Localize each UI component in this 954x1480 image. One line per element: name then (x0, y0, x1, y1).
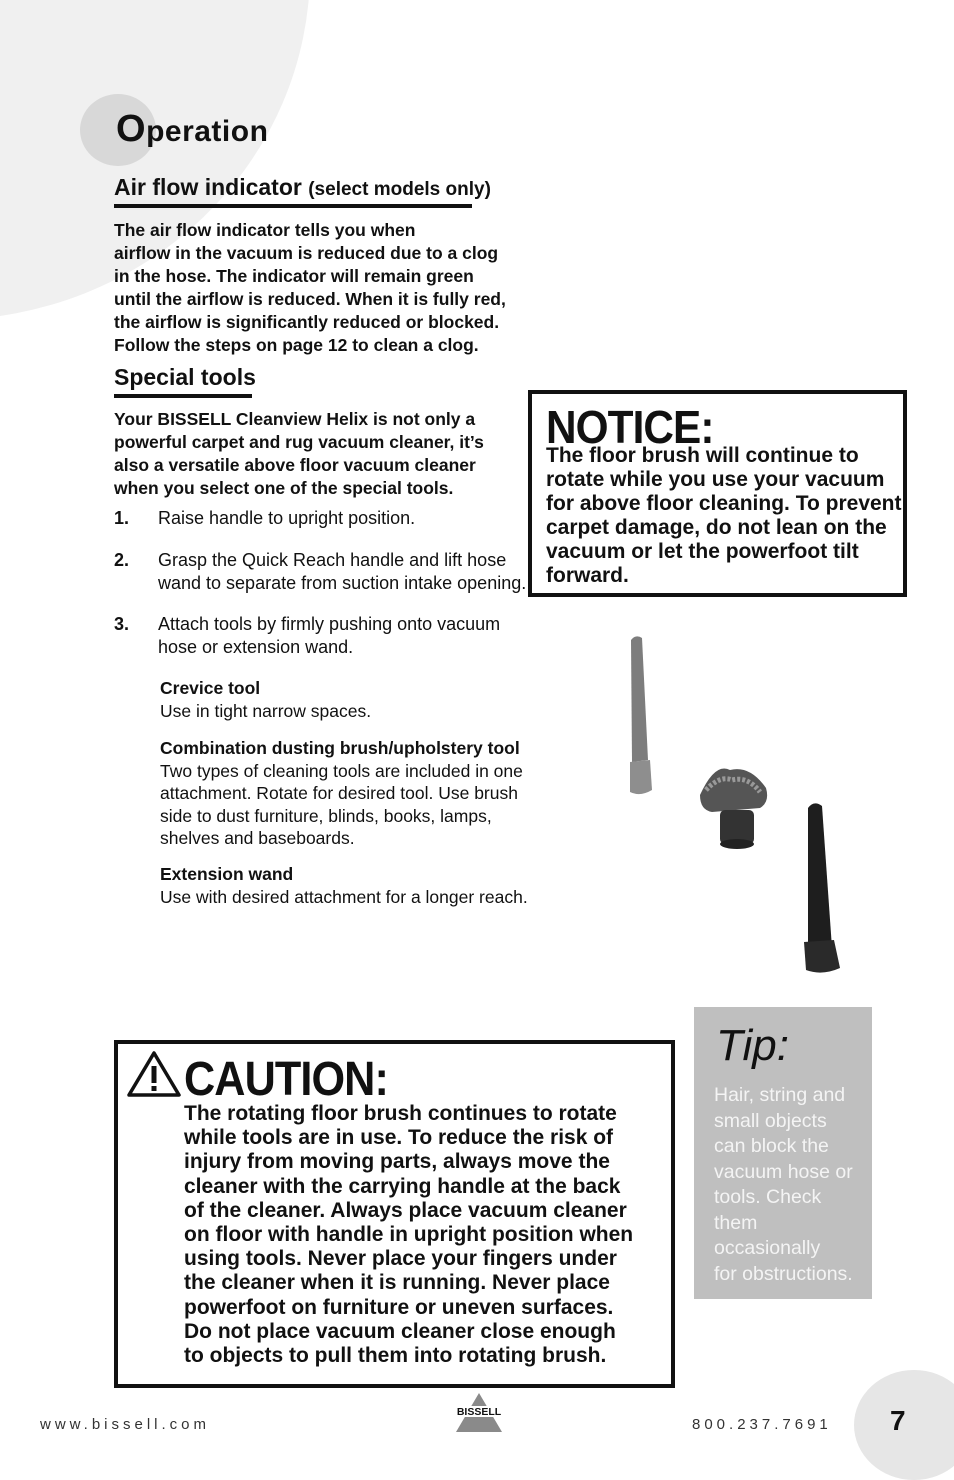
tool-crevice: Crevice tool Use in tight narrow spaces. (160, 678, 372, 721)
airflow-paragraph: The air flow indicator tells you when airflow in the vacuum is reduced due to a clog in the hose. The indicator will remain green until the airflow is reduced. When it is fully red, the airflow is significantly reduced or blocked. Follow the steps on page 12 to clean a clog. (114, 220, 506, 355)
bissell-logo (450, 1392, 508, 1434)
tip-box (694, 1007, 872, 1299)
footer-phone: 800.237.7691 (692, 1416, 832, 1433)
tip-title: Tip: (716, 1021, 789, 1070)
footer-url: www.bissell.com (40, 1416, 211, 1433)
combination-brush-image (700, 768, 767, 849)
warning-icon (126, 1050, 182, 1098)
caution-title: CAUTION: (184, 1053, 388, 1106)
notice-title: NOTICE: (546, 401, 714, 453)
caution-box (114, 1040, 675, 1388)
page-number: 7 (890, 1405, 906, 1436)
tools-illustration (620, 630, 860, 980)
airflow-heading: Air flow indicator (select models only) (114, 174, 472, 208)
crevice-tool-image (630, 636, 652, 794)
notice-text: The floor brush will continue to rotate while you use your vacuum for above floor cleaning. To prevent carpet damage, do not lean on the vacuum or let the powerfoot tilt forward. (546, 444, 902, 587)
notice-box (528, 390, 907, 597)
tool-combination-brush: Combination dusting brush/upholstery tool Two types of cleaning tools are included in one attachment. Rotate for desired tool. Use brush side to dust furniture, blinds, books, lamps, shelves and baseboards. (160, 738, 523, 848)
caution-text: The rotating floor brush continues to rotate while tools are in use. To reduce the risk of injury from moving parts, always move the cleaner with the carrying handle at the back of the cleaner. Always place vacuum cleaner on floor with handle in upright position when using tools. Never place your fingers under the cleaner when it is running. Never place powerfoot on furniture or uneven surfaces. Do not place vacuum cleaner close enough to objects to pull them into rotating brush. (184, 1102, 634, 1368)
special-tools-paragraph: Your BISSELL Cleanview Helix is not only a powerful carpet and rug vacuum cleaner, it’s also a versatile above floor vacuum cleaner when you select one of the special tools. (114, 409, 484, 498)
page-title: Operation (116, 108, 269, 150)
special-tools-heading: Special tools (114, 364, 252, 398)
tool-extension-wand: Extension wand Use with desired attachment for a longer reach. (160, 864, 528, 907)
tip-text: Hair, string and small objects can block the vacuum hose or tools. Check them occasionally for obstructions. (714, 1084, 853, 1285)
logo-text: BISSELL (456, 1406, 502, 1418)
extension-wand-image (804, 803, 840, 972)
